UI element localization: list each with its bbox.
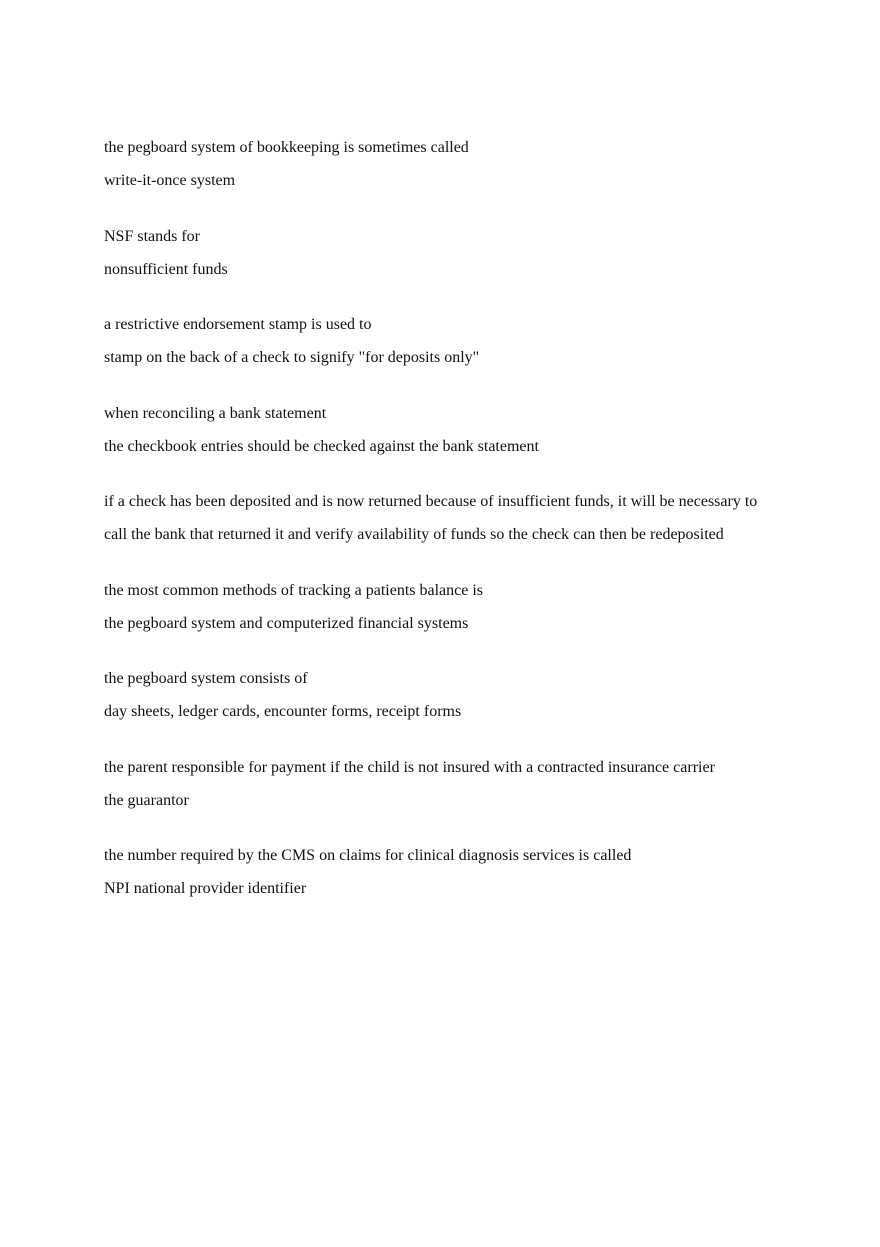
flashcard xyxy=(104,137,784,191)
flashcard-answer: NPI national provider identifier xyxy=(104,880,307,897)
flashcard-answer: write-it-once system xyxy=(104,172,236,189)
flashcard-question: a restrictive endorsement stamp is used to xyxy=(104,316,372,333)
flashcard-question: NSF stands for xyxy=(104,227,201,245)
flashcard-question: the parent responsible for payment if the child is not insured with a contracted insurance carrier xyxy=(104,758,715,776)
flashcard-answer: call the bank that returned it and verify availability of funds so the check can then be redeposited xyxy=(104,526,724,543)
flashcard-answer: stamp on the back of a check to signify "for deposits only" xyxy=(104,349,480,366)
flashcard-question: if a check has been deposited and is now returned because of insufficient funds, it will be necessary to xyxy=(104,493,758,510)
flashcard-answer: the pegboard system and computerized financial systems xyxy=(104,614,469,632)
flashcard-answer: nonsufficient funds xyxy=(104,260,228,278)
flashcard xyxy=(104,403,784,457)
flashcard xyxy=(104,314,784,368)
flashcard xyxy=(104,668,784,722)
flashcard xyxy=(104,580,784,634)
flashcard xyxy=(104,757,784,811)
flashcard-question: the number required by the CMS on claims for clinical diagnosis services is called xyxy=(104,847,632,864)
flashcard xyxy=(104,491,784,545)
flashcard-question: the most common methods of tracking a patients balance is xyxy=(104,581,484,599)
flashcard-answer: the guarantor xyxy=(104,791,189,809)
flashcard-list xyxy=(104,137,784,934)
flashcard xyxy=(104,845,784,899)
flashcard-question: the pegboard system consists of xyxy=(104,670,308,687)
flashcard-question: the pegboard system of bookkeeping is sometimes called xyxy=(104,139,469,156)
flashcard-question: when reconciling a bank statement xyxy=(104,404,327,422)
flashcard-answer: day sheets, ledger cards, encounter forms, receipt forms xyxy=(104,703,462,720)
flashcard-answer: the checkbook entries should be checked against the bank statement xyxy=(104,437,539,455)
flashcard xyxy=(104,226,784,280)
